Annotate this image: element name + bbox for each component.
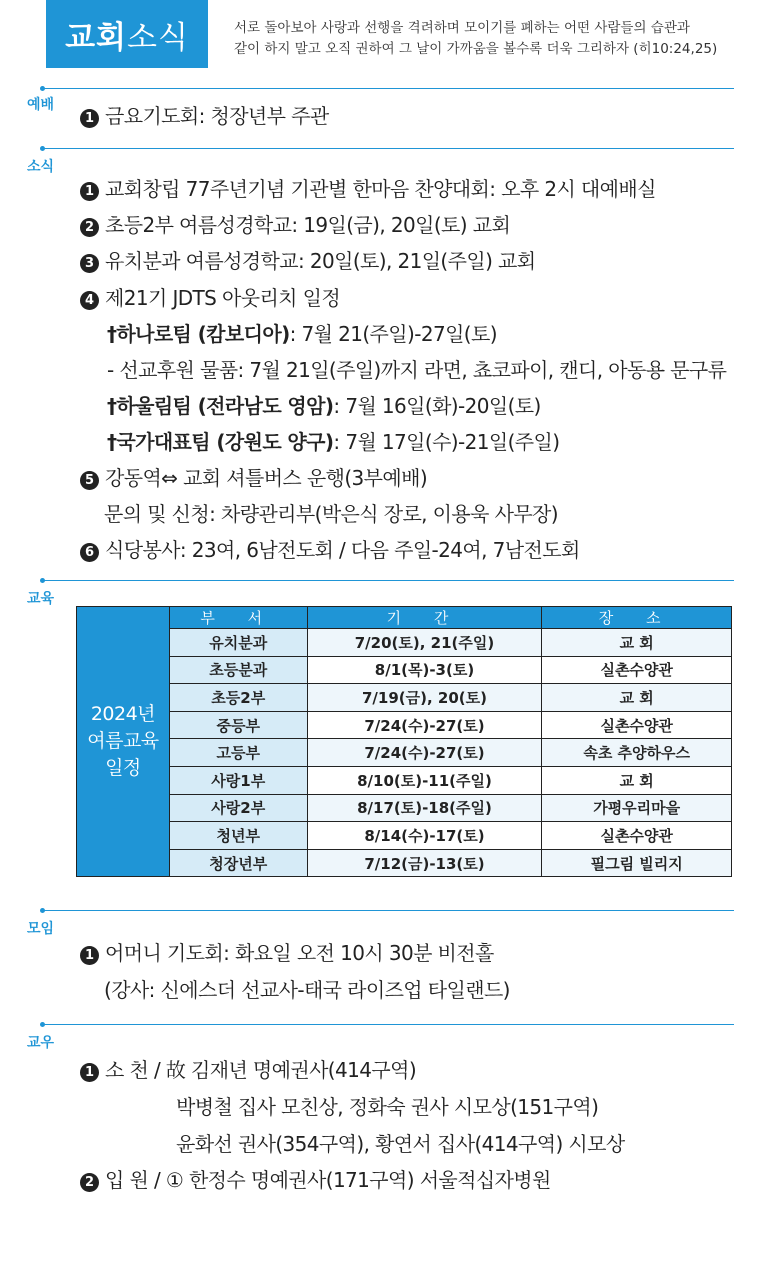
number-badge: 5 bbox=[80, 471, 99, 490]
members-item-1-sub-1 bbox=[176, 1091, 598, 1120]
cell-period: 7/19(금), 20(토) bbox=[307, 684, 542, 712]
team-date: : 7월 21(주일)-27일(토) bbox=[289, 322, 497, 346]
cell-place: 실촌수양관 bbox=[542, 711, 732, 739]
item-text: 윤화선 권사(354구역), 황연서 집사(414구역) 시모상 bbox=[176, 1132, 625, 1156]
cell-place: 필그림 빌리지 bbox=[542, 849, 732, 877]
team-name: †하울림팀 (전라남도 영암) bbox=[107, 394, 334, 418]
worship-item-1 bbox=[80, 100, 329, 129]
team-name: †국가대표팀 (강원도 양구) bbox=[107, 430, 334, 454]
cell-place: 속초 추양하우스 bbox=[542, 739, 732, 767]
news-item-5-sub bbox=[104, 498, 558, 527]
cell-place: 교 회 bbox=[542, 766, 732, 794]
team-date: : 7월 16일(화)-20일(토) bbox=[333, 394, 541, 418]
side-title-line: 일정 bbox=[105, 757, 141, 780]
cell-dept: 청장년부 bbox=[169, 849, 307, 877]
number-badge: 6 bbox=[80, 543, 99, 562]
meeting-item-1 bbox=[80, 937, 494, 966]
table-row bbox=[77, 794, 732, 822]
members-item-1 bbox=[80, 1054, 416, 1083]
section-label-worship: 예배 bbox=[27, 97, 55, 113]
verse-line-2: 같이 하지 말고 오직 권하여 그 날이 가까움을 볼수록 더욱 그리하자 (히10:24,25) bbox=[234, 41, 718, 57]
news-item-4 bbox=[80, 282, 340, 311]
item-text: 제21기 JDTS 아웃리치 일정 bbox=[105, 286, 341, 310]
item-text: 문의 및 신청: 차량관리부(박은식 장로, 이용욱 사무장) bbox=[104, 502, 558, 526]
cell-dept: 사랑2부 bbox=[169, 794, 307, 822]
column-header-period: 기 간 bbox=[307, 607, 542, 629]
column-header-dept: 부 서 bbox=[169, 607, 307, 629]
item-text: 어머니 기도회: 화요일 오전 10시 30분 비전홀 bbox=[105, 941, 494, 965]
cell-period: 8/10(토)-11(주일) bbox=[307, 766, 542, 794]
news-item-3 bbox=[80, 245, 535, 274]
cell-period: 8/1(목)-3(토) bbox=[307, 656, 542, 684]
page-title bbox=[46, 0, 208, 68]
section-divider bbox=[42, 580, 734, 581]
section-label-education: 교육 bbox=[27, 591, 55, 607]
cell-place: 교 회 bbox=[542, 629, 732, 657]
outreach-note bbox=[107, 354, 726, 383]
team-name: †하나로팀 (캄보디아) bbox=[107, 322, 290, 346]
page-title-bold: 교회 bbox=[65, 19, 127, 56]
cell-place: 가평우리마을 bbox=[542, 794, 732, 822]
team-date: : 7월 17일(수)-21일(주일) bbox=[333, 430, 560, 454]
number-badge: 1 bbox=[80, 109, 99, 128]
outreach-team-1 bbox=[107, 318, 497, 347]
item-text: 입 원 / ① 한정수 명예권사(171구역) 서울적십자병원 bbox=[105, 1168, 551, 1192]
news-item-2 bbox=[80, 209, 510, 238]
table-row bbox=[77, 822, 732, 850]
section-divider bbox=[42, 88, 734, 89]
cell-period: 8/17(토)-18(주일) bbox=[307, 794, 542, 822]
news-item-5 bbox=[80, 462, 427, 491]
table-row bbox=[77, 739, 732, 767]
number-badge: 1 bbox=[80, 1063, 99, 1082]
column-header-place: 장 소 bbox=[542, 607, 732, 629]
item-text: 식당봉사: 23여, 6남전도회 / 다음 주일-24여, 7남전도회 bbox=[105, 538, 580, 562]
section-divider bbox=[42, 910, 734, 911]
item-text: 금요기도회: 청장년부 주관 bbox=[105, 104, 329, 128]
side-title-line: 여름교육 bbox=[87, 730, 159, 753]
page-title-light: 소식 bbox=[127, 19, 189, 56]
section-label-meeting: 모임 bbox=[27, 921, 55, 937]
item-text: 소 천 / 故 김재년 명예권사(414구역) bbox=[105, 1058, 417, 1082]
outreach-team-3 bbox=[107, 426, 559, 455]
number-badge: 4 bbox=[80, 291, 99, 310]
cell-period: 7/12(금)-13(토) bbox=[307, 849, 542, 877]
news-item-1 bbox=[80, 173, 656, 202]
section-label-news: 소식 bbox=[27, 159, 55, 175]
cell-dept: 유치분과 bbox=[169, 629, 307, 657]
table-header-row bbox=[77, 607, 732, 629]
news-item-6 bbox=[80, 534, 580, 563]
cell-period: 7/24(수)-27(토) bbox=[307, 739, 542, 767]
table-row bbox=[77, 684, 732, 712]
side-title-line: 2024년 bbox=[90, 703, 156, 726]
number-badge: 3 bbox=[80, 254, 99, 273]
section-divider bbox=[42, 148, 734, 149]
cell-dept: 사랑1부 bbox=[169, 766, 307, 794]
verse-line-1: 서로 돌아보아 사랑과 선행을 격려하며 모이기를 폐하는 어떤 사람들의 습관과 bbox=[234, 20, 690, 36]
item-text: 초등2부 여름성경학교: 19일(금), 20일(토) 교회 bbox=[105, 213, 511, 237]
outreach-team-2 bbox=[107, 390, 541, 419]
bible-verse bbox=[234, 18, 754, 60]
education-schedule-table bbox=[76, 606, 732, 877]
number-badge: 2 bbox=[80, 1173, 99, 1192]
number-badge: 1 bbox=[80, 182, 99, 201]
members-item-2 bbox=[80, 1164, 551, 1193]
item-text: 교회창립 77주년기념 기관별 한마음 찬양대회: 오후 2시 대예배실 bbox=[105, 177, 656, 201]
cell-dept: 청년부 bbox=[169, 822, 307, 850]
item-text: (강사: 신에스더 선교사-태국 라이즈업 타일랜드) bbox=[104, 978, 510, 1002]
cell-place: 교 회 bbox=[542, 684, 732, 712]
cell-dept: 초등분과 bbox=[169, 656, 307, 684]
cell-period: 7/20(토), 21(주일) bbox=[307, 629, 542, 657]
table-row bbox=[77, 766, 732, 794]
table-side-title bbox=[77, 607, 170, 877]
number-badge: 1 bbox=[80, 946, 99, 965]
item-text: 유치분과 여름성경학교: 20일(토), 21일(주일) 교회 bbox=[105, 249, 536, 273]
table-row bbox=[77, 629, 732, 657]
section-divider bbox=[42, 1024, 734, 1025]
table-row bbox=[77, 849, 732, 877]
table-row bbox=[77, 711, 732, 739]
meeting-item-1-sub bbox=[104, 974, 510, 1003]
cell-dept: 중등부 bbox=[169, 711, 307, 739]
cell-period: 8/14(수)-17(토) bbox=[307, 822, 542, 850]
cell-place: 실촌수양관 bbox=[542, 822, 732, 850]
cell-period: 7/24(수)-27(토) bbox=[307, 711, 542, 739]
note-text: - 선교후원 물품: 7월 21일(주일)까지 라면, 쵸코파이, 캔디, 아동용 문구류 bbox=[107, 358, 727, 382]
cell-place: 실촌수양관 bbox=[542, 656, 732, 684]
table-row bbox=[77, 656, 732, 684]
number-badge: 2 bbox=[80, 218, 99, 237]
item-text: 강동역⇔ 교회 셔틀버스 운행(3부예배) bbox=[105, 466, 428, 490]
section-label-members: 교우 bbox=[27, 1035, 55, 1051]
members-item-1-sub-2 bbox=[176, 1128, 625, 1157]
cell-dept: 초등2부 bbox=[169, 684, 307, 712]
item-text: 박병철 집사 모친상, 정화숙 권사 시모상(151구역) bbox=[176, 1095, 599, 1119]
cell-dept: 고등부 bbox=[169, 739, 307, 767]
